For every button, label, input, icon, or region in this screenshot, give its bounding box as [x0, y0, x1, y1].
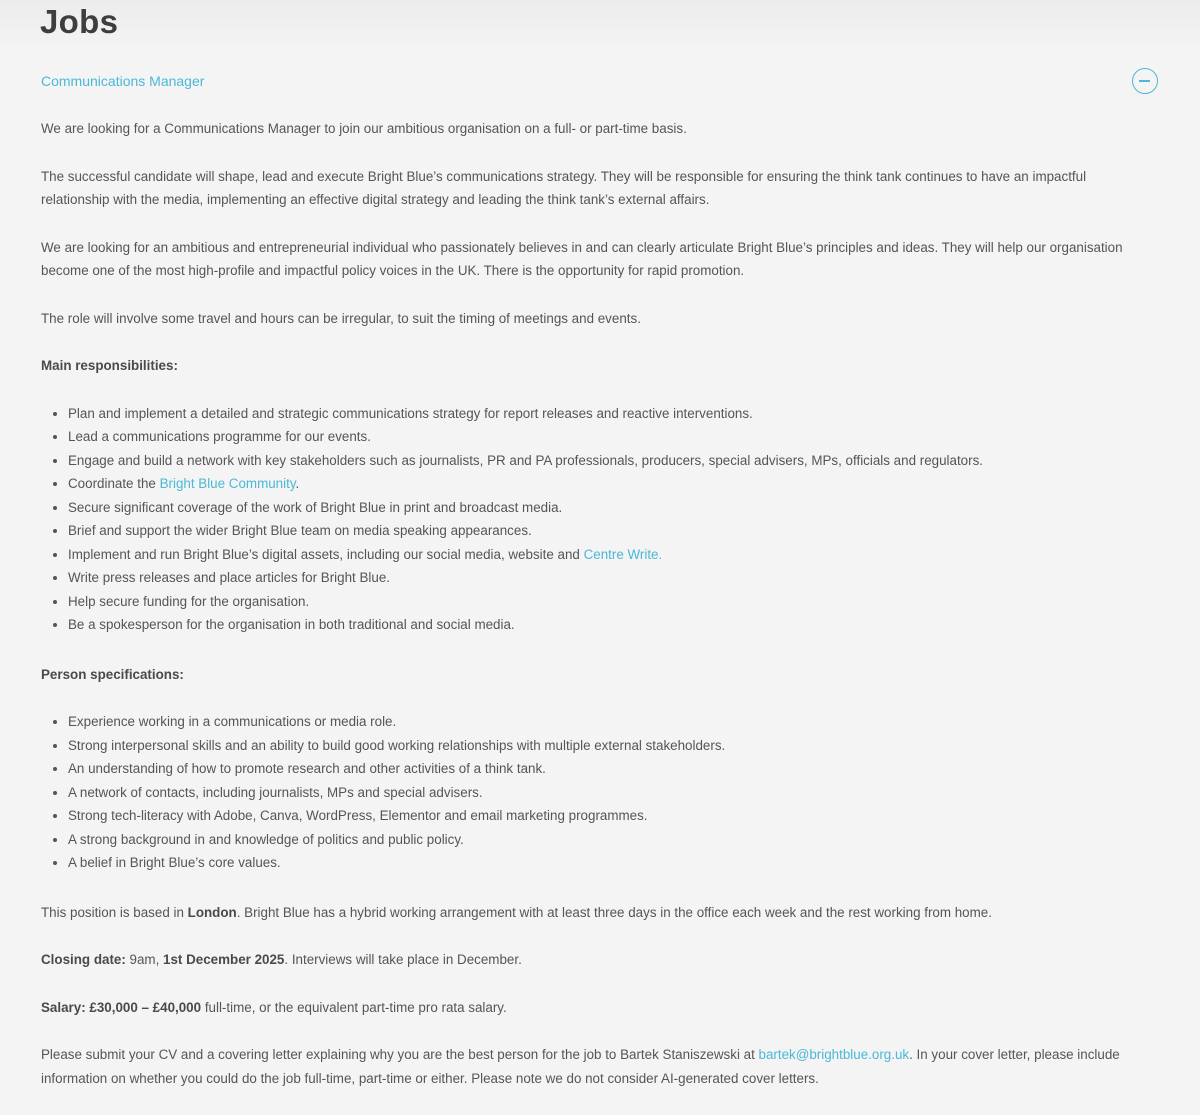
centre-write-link[interactable]: Centre Write.: [583, 546, 663, 562]
list-item: • An understanding of how to promote research and other activities of a think tank.: [68, 757, 1156, 781]
list-item: [68, 543, 1156, 567]
location-paragraph: [41, 901, 1156, 925]
salary-paragraph: [41, 996, 1156, 1020]
apply-paragraph: [41, 1043, 1156, 1090]
closing-date-value: 1st December 2025: [163, 952, 285, 967]
job-description: [41, 117, 1156, 1114]
list-item: • Engage and build a network with key stakeholders such as journalists, PR and PA professionals, producers, special advisers, MPs, officials and regulators.: [68, 449, 1156, 473]
candidate-paragraph: We are looking for an ambitious and entrepreneurial individual who passionately believes in and can clearly articulate Bright Blue’s principles and ideas. They will help our organisation become one of the most high-profile and impactful policy voices in the UK. There is the opportunity for rapid promotion.: [41, 239, 1123, 278]
travel-paragraph: The role will involve some travel and hours can be irregular, to suit the timing of meetings and events.: [41, 310, 641, 326]
closing-time: 9am,: [125, 952, 164, 967]
list-item: • Strong interpersonal skills and an ability to build good working relationships with multiple external stakeholders.: [68, 734, 1156, 758]
minus-icon-bar: [1139, 80, 1150, 82]
page-title: Jobs: [40, 3, 119, 40]
list-item: • Write press releases and place articles for Bright Blue.: [68, 566, 1156, 590]
salary-label: Salary: £30,000 – £40,000: [41, 999, 202, 1015]
salary-suffix: full-time, or the equivalent part-time pro rata salary.: [201, 999, 507, 1015]
location-suffix: . Bright Blue has a hybrid working arrangement with at least three days in the office each week and the rest working from home.: [236, 904, 992, 920]
closing-date-label: Closing date:: [41, 952, 126, 967]
list-item: • Lead a communications programme for our events.: [68, 425, 1156, 449]
list-item: • A strong background in and knowledge of politics and public policy.: [68, 828, 1156, 852]
list-item: • Help secure funding for the organisation.: [68, 590, 1156, 614]
intro-paragraph: We are looking for a Communications Manager to join our ambitious organisation on a full- or part-time basis.: [41, 121, 687, 136]
list-item: • Be a spokesperson for the organisation in both traditional and social media.: [68, 613, 1156, 637]
list-item-text: Coordinate the: [68, 476, 160, 491]
list-item: • Strong tech-literacy with Adobe, Canva, WordPress, Elementor and email marketing programmes.: [68, 804, 1156, 828]
header-shade: [0, 0, 1200, 50]
location-city: London: [187, 904, 237, 920]
list-item-text: .: [295, 476, 300, 491]
list-item: • Secure significant coverage of the work of Bright Blue in print and broadcast media.: [68, 496, 1156, 520]
closing-date-paragraph: [41, 948, 1156, 972]
list-item: • Brief and support the wider Bright Blue team on media speaking appearances.: [68, 519, 1156, 543]
list-item: • Experience working in a communications or media role.: [68, 710, 1156, 734]
list-item: [68, 472, 1156, 496]
closing-suffix: . Interviews will take place in December.: [284, 952, 522, 967]
bright-blue-community-link[interactable]: Bright Blue Community: [159, 476, 296, 491]
list-item-text: Implement and run Bright Blue’s digital assets, including our social media, website and: [68, 546, 584, 562]
list-item: • A network of contacts, including journalists, MPs and special advisers.: [68, 781, 1156, 805]
specifications-list: [41, 710, 1156, 875]
minus-circle-icon[interactable]: [1132, 68, 1158, 94]
contact-email-link[interactable]: bartek@brightblue.org.uk: [758, 1047, 910, 1062]
responsibilities-heading: Main responsibilities:: [41, 358, 178, 373]
specifications-heading: Person specifications:: [41, 666, 184, 682]
responsibilities-list: [41, 402, 1156, 637]
location-prefix: This position is based in: [41, 904, 188, 920]
list-item: • Plan and implement a detailed and strategic communications strategy for report releases and reactive interventions.: [68, 402, 1156, 426]
list-item: • A belief in Bright Blue’s core values.: [68, 851, 1156, 875]
apply-suffix: . In your cover letter, please include information on whether you could do the job full-time, part-time or either. Please note we do not consider AI-generated cover letters.: [41, 1047, 1120, 1086]
apply-prefix: Please submit your CV and a covering letter explaining why you are the best person for the job to Bartek Staniszewski at: [41, 1047, 759, 1062]
strategy-paragraph: The successful candidate will shape, lead and execute Bright Blue’s communications strategy. They will be responsible for ensuring the think tank continues to have an impactful relationship with the media, implementing an effective digital strategy and leading the think tank’s external affairs.: [41, 168, 1087, 207]
accordion-title-communications-manager[interactable]: Communications Manager: [41, 73, 205, 89]
